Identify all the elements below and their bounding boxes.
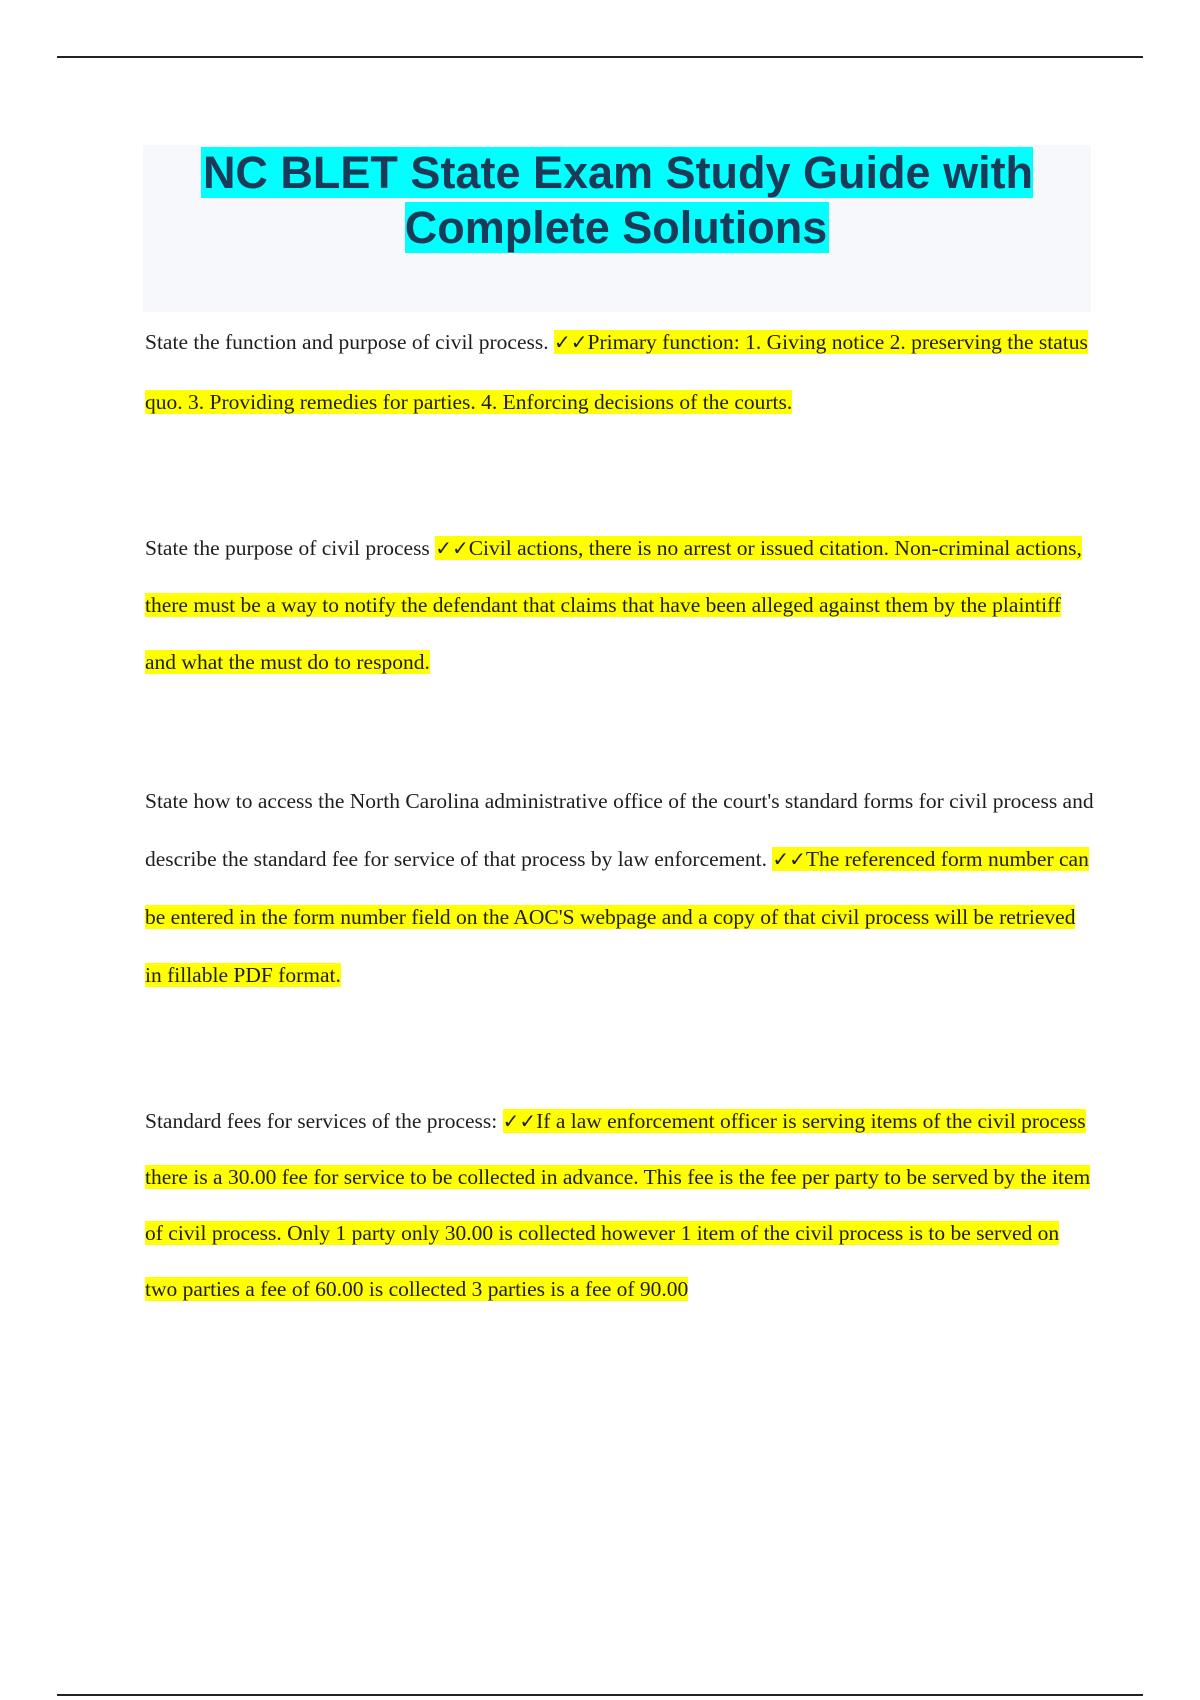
qa-item-2 xyxy=(145,520,1095,691)
question-text: State the purpose of civil process xyxy=(145,536,430,560)
double-check-icon: ✓✓ xyxy=(772,847,806,871)
question-text: State how to access the North Carolina administrative office of the court's standard forms for civil process and describe the standard fee for service of that process by law enforcement. xyxy=(145,789,1094,871)
question-text: Standard fees for services of the process: xyxy=(145,1109,498,1133)
double-check-icon: ✓✓ xyxy=(502,1109,537,1133)
question-text: State the function and purpose of civil process. xyxy=(145,330,549,354)
qa-item-3 xyxy=(145,772,1095,1004)
qa-item-4 xyxy=(145,1093,1095,1317)
qa-item-1 xyxy=(145,312,1095,432)
answer-highlight xyxy=(145,1109,1090,1301)
document-title xyxy=(143,145,1091,255)
title-box xyxy=(143,145,1091,312)
answer-text: Civil actions, there is no arrest or issued citation. Non-criminal actions, there must be a way to notify the defendant that claims that have been alleged against them by the plaintiff and what the must do to respond. xyxy=(145,536,1082,674)
top-rule xyxy=(57,56,1143,58)
answer-text: If a law enforcement officer is serving items of the civil process there is a 30.00 fee for service to be collected in advance. This fee is the fee per party to be served by the item of civil process. Only 1 party only 30.00 is collected however 1 item of the civil process is to be served on two parties a fee of 60.00 is collected 3 parties is a fee of 90.00 xyxy=(145,1109,1091,1301)
answer-text: Primary function: 1. Giving notice 2. preserving the status quo. 3. Providing remedies for parties. 4. Enforcing decisions of the courts. xyxy=(145,330,1088,414)
double-check-icon: ✓✓ xyxy=(435,536,469,560)
double-check-icon: ✓✓ xyxy=(554,330,588,354)
answer-text: The referenced form number can be entered in the form number field on the AOC'S webpage and a copy of that civil process will be retrieved in fillable PDF format. xyxy=(145,847,1089,987)
document-title-text: NC BLET State Exam Study Guide with Complete Solutions xyxy=(202,147,1034,253)
bottom-rule xyxy=(57,1694,1143,1696)
